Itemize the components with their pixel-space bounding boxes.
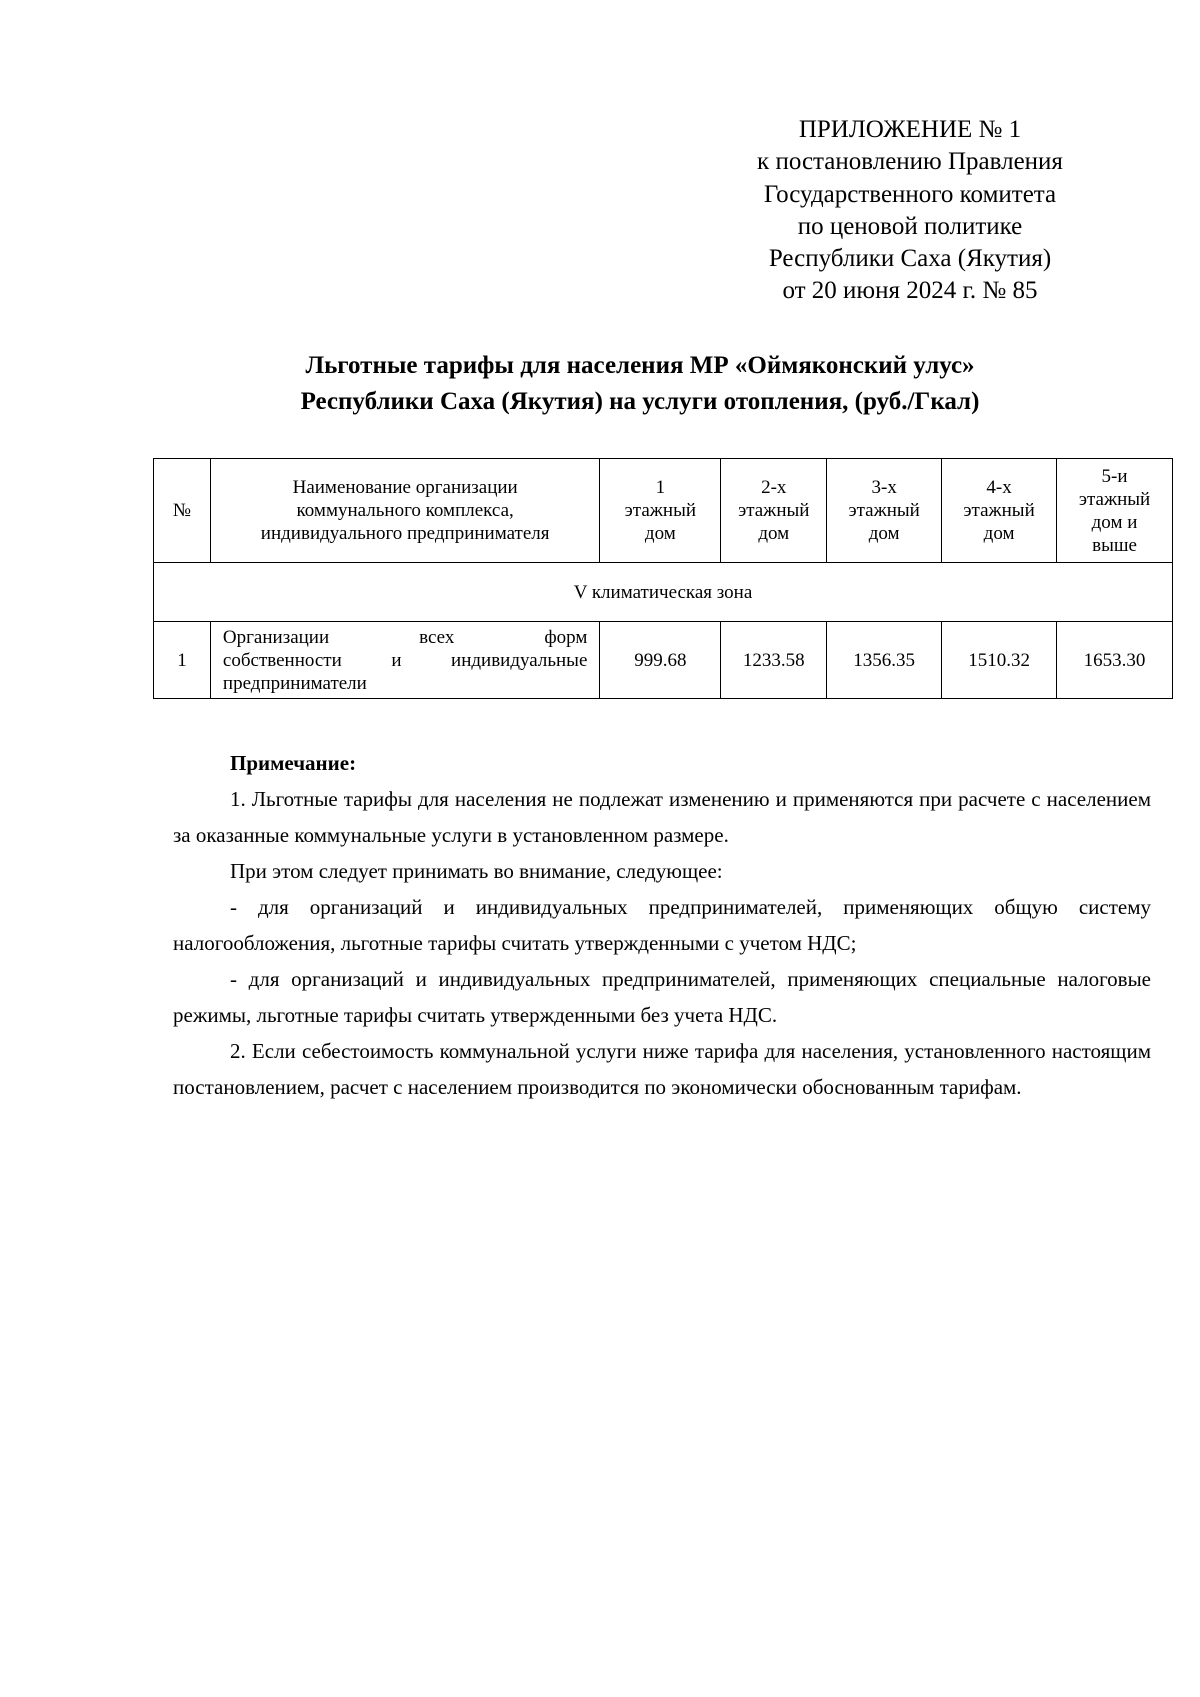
header-floors-3 — [827, 459, 942, 563]
header-org-line: Наименование организации — [292, 477, 518, 498]
notes-block — [173, 745, 1151, 1105]
header-floors-2 — [721, 459, 827, 563]
header-floors-1 — [600, 459, 721, 563]
header-floors-4 — [942, 459, 1057, 563]
org-line: собственности и индивидуальные — [222, 649, 588, 671]
appendix-line: по ценовой политике — [797, 212, 1023, 240]
note-paragraph: - для организаций и индивидуальных предпринимателей, применяющих специальные налоговые режимы, льготные тарифы считать утвержденными без учета НДС. — [173, 967, 1151, 1027]
header-line: дом — [983, 523, 1015, 544]
appendix-block — [700, 114, 1120, 308]
tariff-value: 1356.35 — [827, 622, 942, 699]
header-line: 1 — [655, 477, 666, 498]
header-line: дом — [758, 523, 790, 544]
header-line: 3-х — [871, 477, 897, 498]
header-line: выше — [1092, 534, 1137, 556]
header-floors-5 — [1057, 459, 1173, 563]
tariff-value: 1233.58 — [721, 622, 827, 699]
notes-heading: Примечание: — [230, 751, 357, 775]
note-paragraph: 2. Если себестоимость коммунальной услуги ниже тарифа для населения, установленного настоящим постановлением, расчет с населением производится по экономически обоснованным тарифам. — [173, 1039, 1151, 1099]
org-line: Организации всех форм — [222, 626, 588, 648]
note-paragraph: 1. Льготные тарифы для населения не подлежат изменению и применяются при расчете с населением за оказанные коммунальные услуги в установленном размере. — [173, 787, 1151, 847]
title-line: Льготные тарифы для населения МР «Оймяконский улус» — [305, 352, 975, 379]
header-num: № — [154, 459, 211, 563]
table-header-row — [154, 459, 1173, 563]
appendix-line: ПРИЛОЖЕНИЕ № 1 — [798, 116, 1022, 143]
header-line: 2-х — [761, 477, 787, 498]
row-num: 1 — [154, 622, 211, 699]
climate-zone-label: V климатическая зона — [154, 563, 1173, 622]
tariff-value: 999.68 — [600, 622, 721, 699]
org-line: предприниматели — [222, 672, 367, 694]
header-line: 5-и — [1101, 465, 1128, 487]
tariff-value: 1653.30 — [1057, 622, 1173, 699]
header-line: дом — [644, 523, 676, 544]
appendix-line: к постановлению Правления — [757, 148, 1063, 176]
appendix-line: Республики Саха (Якутия) — [768, 245, 1052, 273]
header-org-line: коммунального комплекса, — [296, 500, 514, 521]
header-line: этажный — [1078, 488, 1151, 510]
appendix-line: Государственного комитета — [763, 180, 1057, 208]
note-paragraph: - для организаций и индивидуальных предпринимателей, применяющих общую систему налогообложения, льготные тарифы считать утвержденными с учетом НДС; — [173, 895, 1151, 955]
header-line: дом и — [1091, 511, 1138, 533]
header-line: этажный — [738, 500, 810, 521]
header-line: этажный — [848, 500, 920, 521]
header-line: дом — [868, 523, 900, 544]
note-paragraph: При этом следует принимать во внимание, следующее: — [230, 859, 723, 883]
header-line: этажный — [624, 500, 697, 521]
row-org-name — [210, 622, 599, 699]
table-row — [154, 622, 1173, 699]
header-line: этажный — [963, 500, 1035, 521]
document-title — [150, 348, 1130, 420]
header-org-line: индивидуального предпринимателя — [260, 523, 550, 544]
header-org — [210, 459, 599, 563]
appendix-line: от 20 июня 2024 г. № 85 — [782, 277, 1038, 305]
tariff-table — [153, 458, 1173, 699]
table-zone-row — [154, 563, 1173, 622]
tariff-value: 1510.32 — [942, 622, 1057, 699]
title-line: Республики Саха (Якутия) на услуги отопления, (руб./Гкал) — [300, 388, 980, 415]
header-line: 4-х — [986, 477, 1012, 498]
